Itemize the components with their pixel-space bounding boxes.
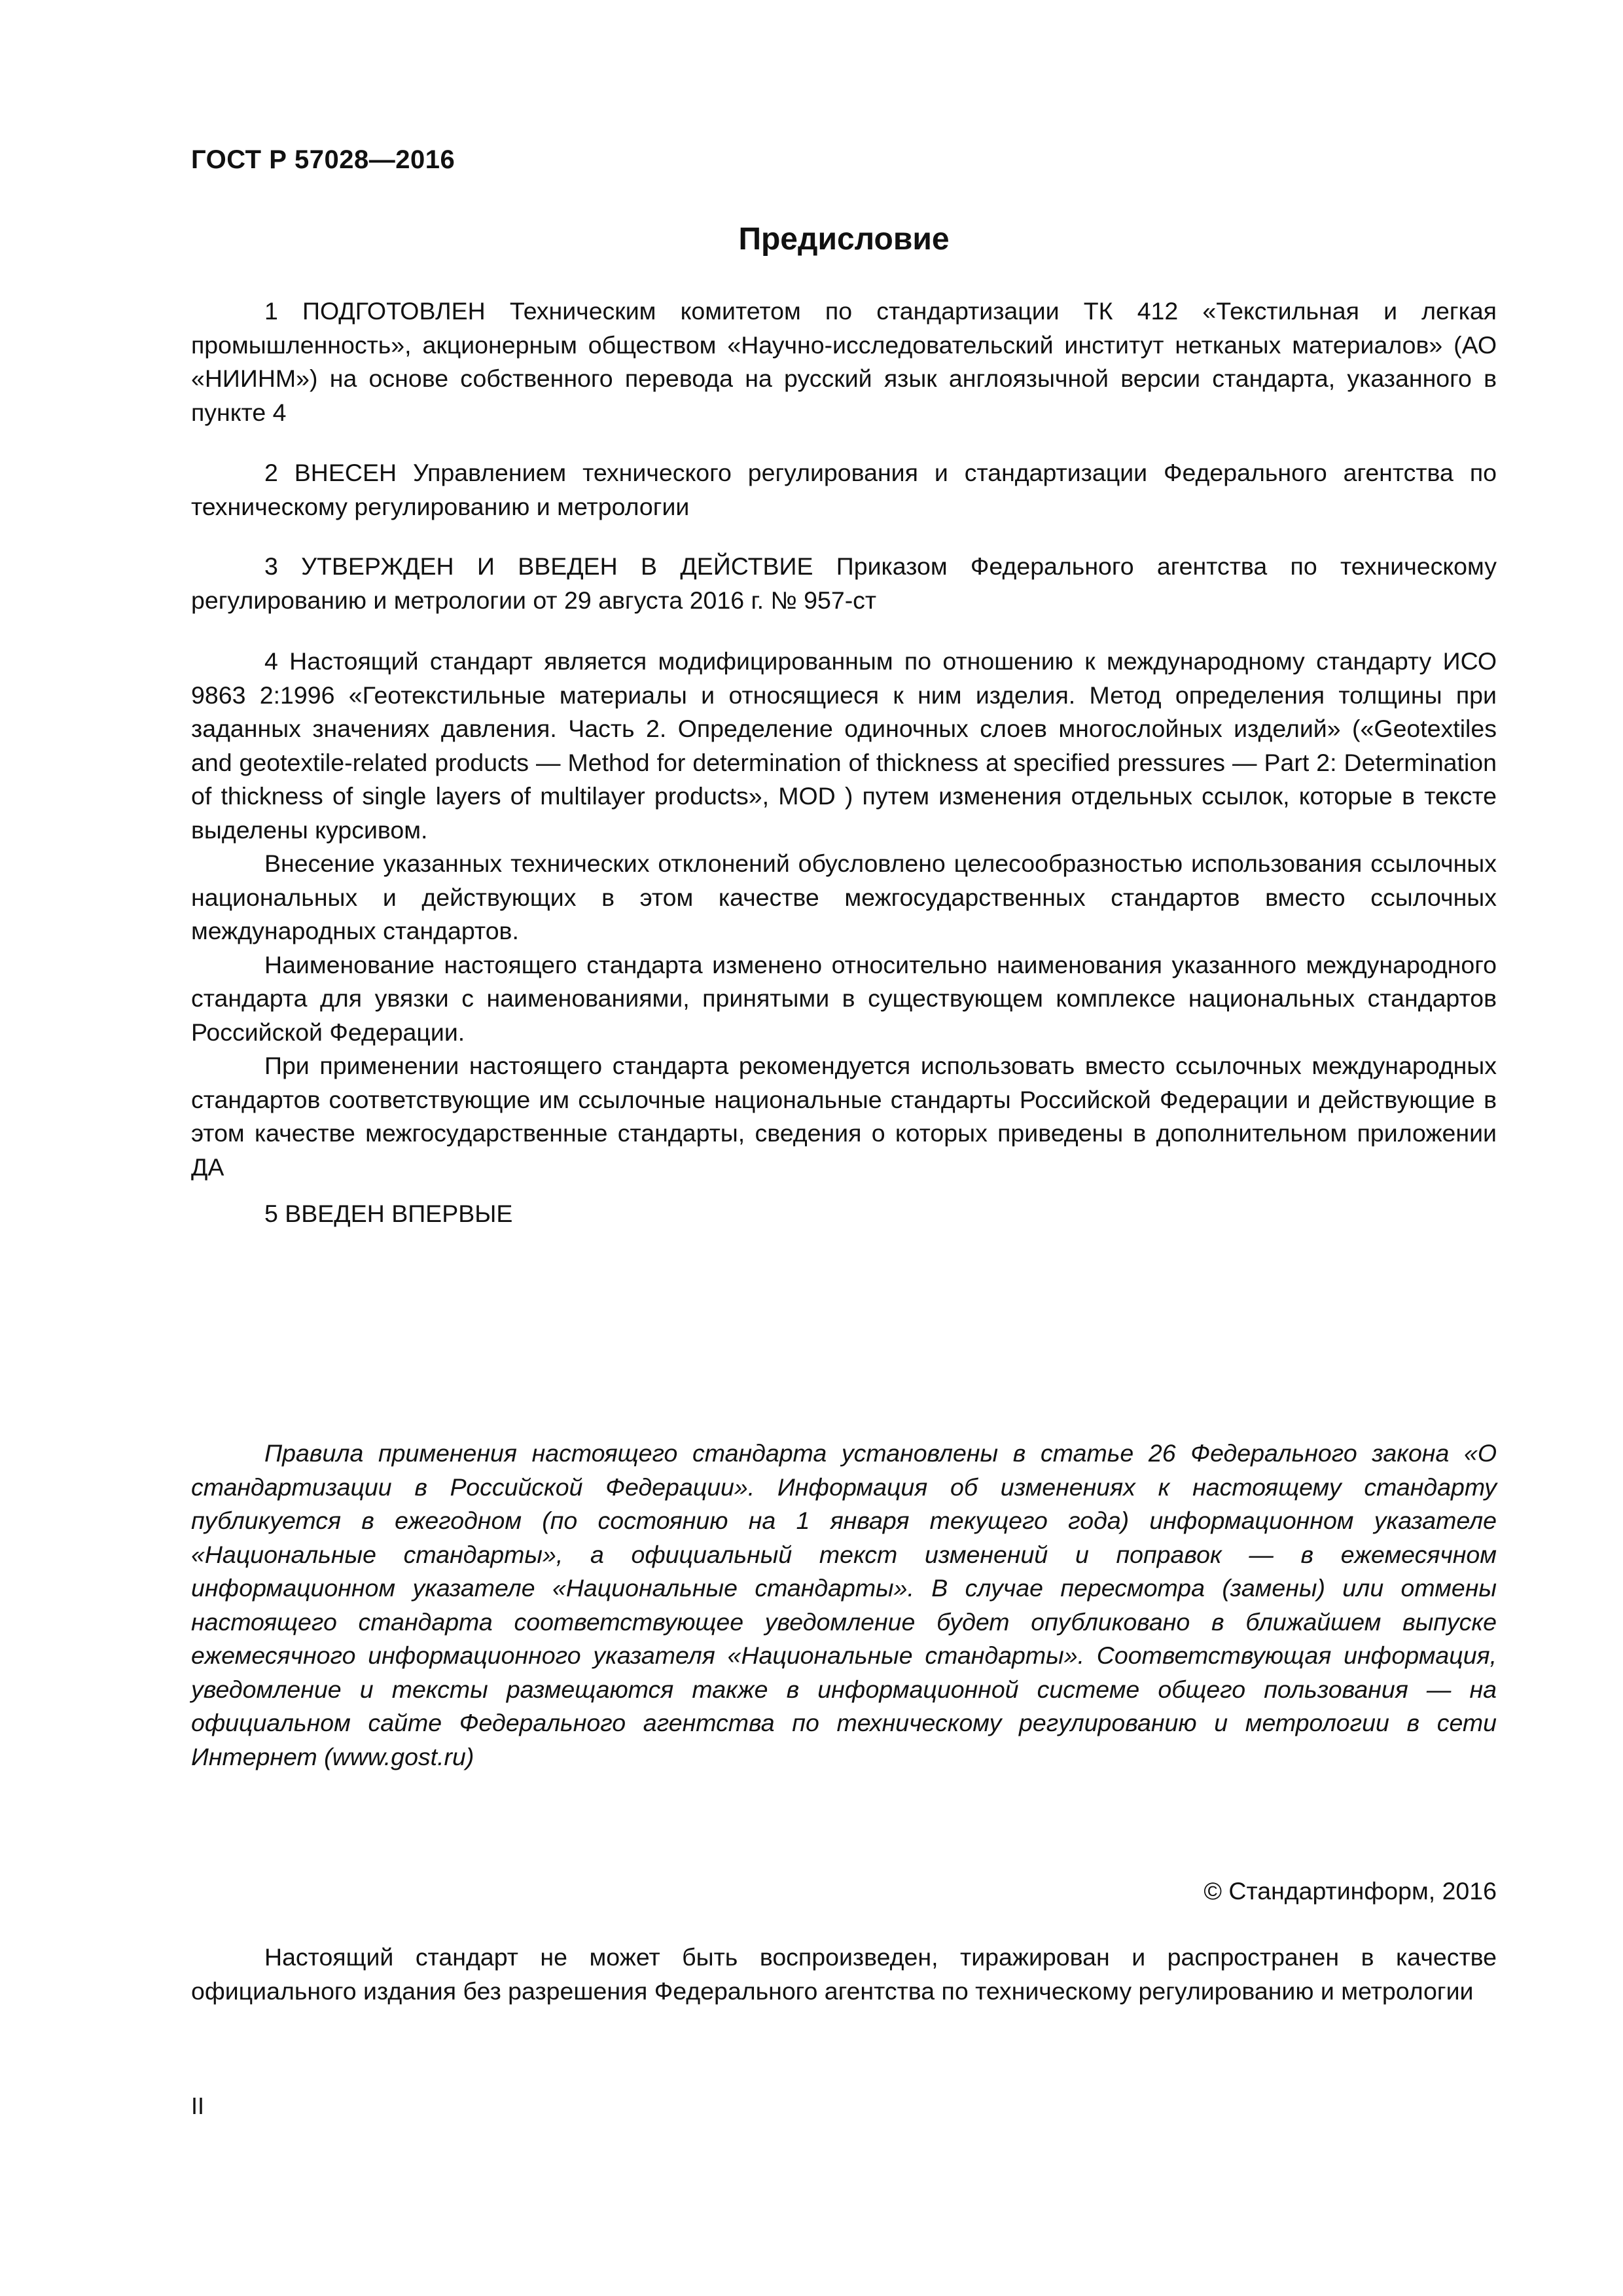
item-2 xyxy=(191,456,1497,524)
page-number: II xyxy=(191,2092,205,2119)
rules-note: Правила применения настоящего стандарта установлены в статье 26 Федерального закона «О стандартизации в Российской Федерации». Информация об изменениях к настоящему стандарту публикуется в ежегодном (по состоянию на 1 января текущего года) информационном указателе «Национальные стандарты», а официальный текст изменений и поправок — в ежемесячном информационном указателе «Национальные стандарты». В случае пересмотра (замены) или отмены настоящего стандарта соответствующее уведомление будет опубликовано в ближайшем выпуске ежемесячного информационного указателя «Национальные стандарты». Соответствующая информация, уведомление и тексты размещаются также в информационной системе общего пользования — на официальном сайте Федерального агентства по техническому регулированию и метрологии в сети Интернет (www.gost.ru) xyxy=(191,1439,1497,1770)
item-1 xyxy=(191,295,1497,429)
item-4-paragraph: При применении настоящего стандарта рекомендуется использовать вместо ссылочных международных стандартов соответствующие им ссылочные национальные стандарты Российской Федерации и действующие в этом качестве межгосударственные стандарты, сведения о которых приведены в дополнительном приложении ДА xyxy=(191,1052,1497,1181)
document-code: ГОСТ Р 57028—2016 xyxy=(191,145,455,174)
item-4 xyxy=(191,645,1497,1184)
item-5-text: 5 ВВЕДЕН ВПЕРВЫЕ xyxy=(264,1200,513,1227)
item-3-text: 3 УТВЕРЖДЕН И ВВЕДЕН В ДЕЙСТВИЕ Приказом Федерального агентства по техническому регулированию и метрологии от 29 августа 2016 г. № 957-ст xyxy=(191,552,1497,614)
item-1-text: 1 ПОДГОТОВЛЕН Техническим комитетом по стандартизации ТК 412 «Текстильная и легкая промышленность», акционерным обществом «Научно-исследовательский институт нетканых материалов» (АО «НИИНМ») на основе собственного перевода на русский язык англоязычной версии стандарта, указанного в пункте 4 xyxy=(191,297,1497,426)
item-4-paragraph: Внесение указанных технических отклонений обусловлено целесообразностью использования ссылочных национальных и действующих в этом качестве межгосударственных стандартов вместо ссылочных международных стандартов. xyxy=(191,850,1497,944)
copyright: © Стандартинформ, 2016 xyxy=(1204,1877,1497,1905)
item-4-paragraph: Наименование настоящего стандарта изменено относительно наименования указанного международного стандарта для увязки с наименованиями, принятыми в существующем комплексе национальных стандартов Российской Федерации. xyxy=(191,950,1497,1046)
item-4-paragraph: 4 Настоящий стандарт является модифицированным по отношению к международному стандарту ИСО 9863 2:1996 «Геотекстильные материалы и относящиеся к ним изделия. Метод определения толщины при заданных значениях давления. Часть 2. Определение одиночных слоев многослойных изделий» («Geotextiles and geotextile-related products — Method for determination of thickness at specified pressures — Part 2: Determination of thickness of single layers of multilayer products», MOD ) путем изменения отдельных ссылок, которые в тексте выделены курсивом. xyxy=(191,647,1497,844)
item-3 xyxy=(191,550,1497,617)
page-title: Предисловие xyxy=(738,222,950,257)
item-5 xyxy=(191,1197,1497,1231)
item-2-text: 2 ВНЕСЕН Управлением технического регулирования и стандартизации Федерального агентства по техническому регулированию и метрологии xyxy=(191,459,1497,520)
reproduction-notice: Настоящий стандарт не может быть воспроизведен, тиражирован и распространен в качестве официального издания без разрешения Федерального агентства по техническому регулированию и метрологии xyxy=(191,1943,1497,2005)
